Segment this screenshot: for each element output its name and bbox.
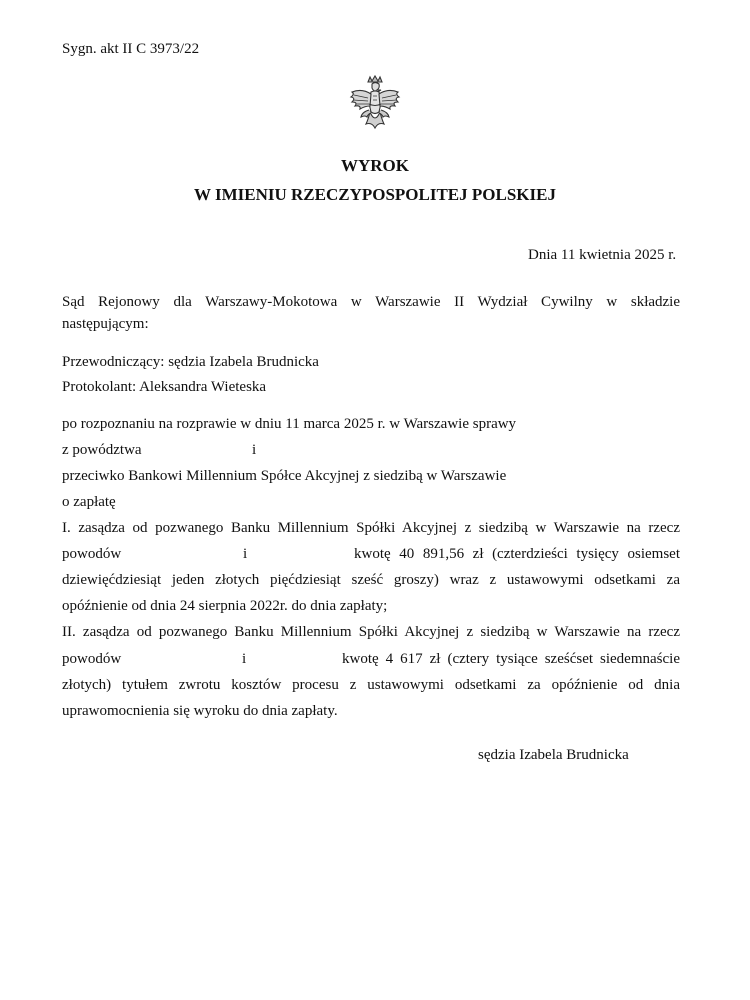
- court-line-1: Sąd Rejonowy dla Warszawy-Mokotowa w Warszawie II Wydział Cywilny w składzie: [62, 294, 680, 310]
- ruling-1-line-4: opóźnienie od dnia 24 sierpnia 2022r. do dnia zapłaty;: [62, 598, 388, 614]
- ruling-1-line-3: dziewięćdziesiąt jeden złotych pięćdziesiąt sześć groszy) wraz z ustawowymi odsetkami za: [62, 572, 680, 588]
- defendant-line: przeciwko Bankowi Millennium Spółce Akcyjnej z siedzibą w Warszawie: [62, 468, 507, 484]
- ruling-1-amount: kwotę 40 891,56 zł (czterdzieści tysięcy osiemset: [354, 546, 680, 562]
- presiding-judge: Przewodniczący: sędzia Izabela Brudnicka: [62, 354, 319, 370]
- ruling-1-plaintiffs-conjunction: i: [243, 546, 248, 562]
- judgment-date: Dnia 11 kwietnia 2025 r.: [528, 247, 677, 263]
- ruling-2-line-1: II. zasądza od pozwanego Banku Millennium Spółki Akcyjnej z siedzibą w Warszawie na rzecz: [62, 624, 680, 640]
- ruling-2-amount: kwotę 4 617 zł (cztery tysiące sześćset siedemnaście: [342, 651, 680, 667]
- ruling-1-plaintiffs-label: powodów: [62, 546, 122, 562]
- ruling-1-line-1: I. zasądza od pozwanego Banku Millennium Spółki Akcyjnej z siedzibą w Warszawie na rzecz: [62, 520, 680, 536]
- subject-line: o zapłatę: [62, 494, 116, 510]
- court-clerk: Protokolant: Aleksandra Wieteska: [62, 379, 267, 395]
- case-number: Sygn. akt II C 3973/22: [62, 41, 200, 57]
- plaintiff-conjunction: i: [252, 442, 257, 458]
- proceedings-line: po rozpoznaniu na rozprawie w dniu 11 marca 2025 r. w Warszawie sprawy: [62, 416, 517, 432]
- ruling-2-line-4: uprawomocnienia się wyroku do dnia zapłaty.: [62, 703, 338, 719]
- judgment-title: WYROK: [341, 156, 409, 175]
- court-line-2: następującym:: [62, 316, 149, 332]
- judge-signature: sędzia Izabela Brudnicka: [478, 747, 629, 763]
- polish-eagle-emblem-icon: [346, 74, 404, 134]
- ruling-2-plaintiffs-label: powodów: [62, 651, 122, 667]
- ruling-2-plaintiffs-conjunction: i: [242, 651, 247, 667]
- judgment-subtitle: W IMIENIU RZECZYPOSPOLITEJ POLSKIEJ: [194, 185, 556, 204]
- ruling-2-line-3: złotych) tytułem zwrotu kosztów procesu z ustawowymi odsetkami za opóźnienie od dnia: [62, 677, 680, 693]
- plaintiff-prefix: z powództwa: [62, 442, 142, 458]
